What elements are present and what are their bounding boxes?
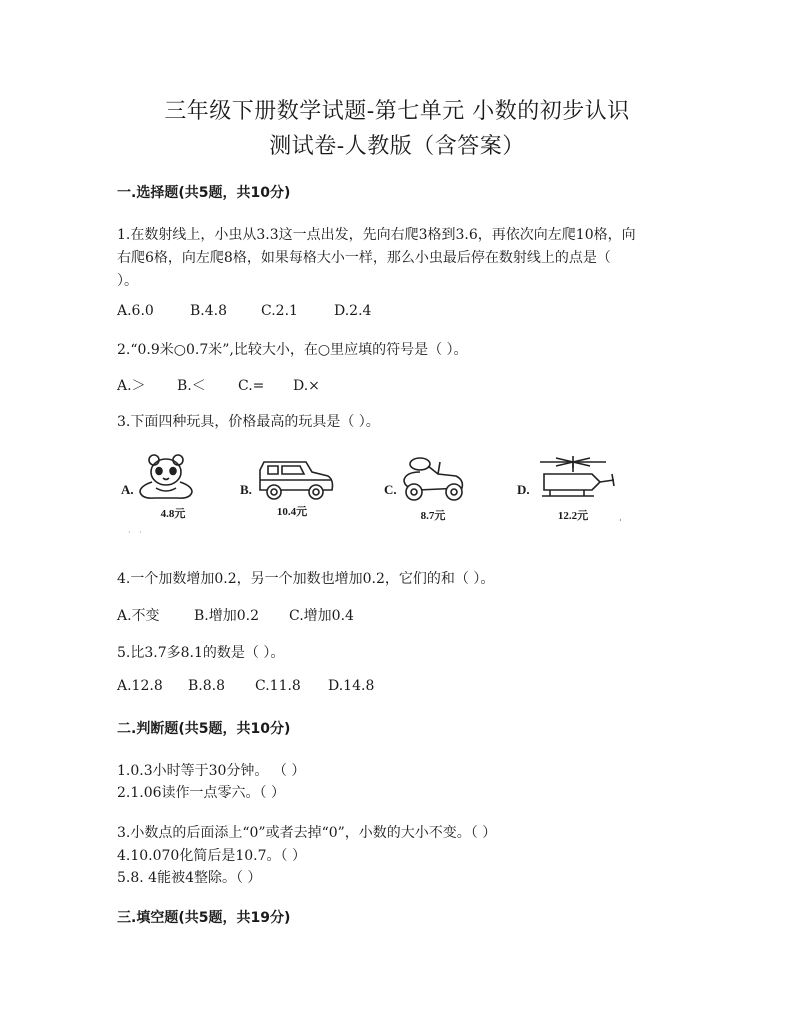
car-toy-icon[interactable] [254,458,336,502]
q1-line1: 1.在数射线上，小虫从3.3这一点出发，先向右爬3格到3.6，再依次向左爬10格，向 [117,227,636,243]
q2-option-d[interactable]: D.× [293,378,320,394]
q4-option-a[interactable]: A.不变 [117,608,160,624]
toy-c-letter: C. [384,482,397,497]
q2-options [117,375,320,395]
q1-option-d[interactable]: D.2.4 [334,303,372,319]
scooter-toy-icon[interactable] [398,454,468,504]
q5-options [117,678,374,694]
scan-specks: · · [128,528,145,537]
toy-a-price: 4.8元 [160,508,186,520]
q4-option-b[interactable]: B.增加0.2 [194,608,260,624]
scan-mark: ˌ [619,513,622,523]
q2-option-c[interactable]: C.= [238,378,265,394]
q5-option-b[interactable]: B.8.8 [188,678,226,694]
q2-option-b[interactable]: B.＜ [177,378,206,394]
q5-option-a[interactable]: A.12.8 [117,678,163,694]
q4-text: 4.一个加数增加0.2，另一个加数也增加0.2，它们的和（ ）。 [117,571,495,587]
judge-item-2: 2.1.06读作一点零六。（ ） [117,785,285,801]
toy-d-price: 12.2元 [557,510,589,522]
toy-a-letter: A. [121,482,134,497]
q5-option-d[interactable]: D.14.8 [328,678,375,694]
q1-line3: ）。 [117,273,138,289]
section-3-heading: 三.填空题(共5题，共19分) [117,910,291,926]
q2-text: 2.“0.9米○0.7米”,比较大小，在○里应填的符号是（ ）。 [117,342,468,358]
q1-options [117,303,371,319]
toy-b-letter: B. [240,482,252,497]
q5-option-c[interactable]: C.11.8 [255,678,301,694]
q4-options [117,605,354,625]
q1-option-a[interactable]: A.6.0 [117,303,154,319]
q1-option-c[interactable]: C.2.1 [261,303,298,319]
q2-option-a[interactable]: A.＞ [117,378,146,394]
q1-option-b[interactable]: B.4.8 [190,303,228,319]
toy-c-price: 8.7元 [420,510,446,522]
section-1-heading: 一.选择题(共5题，共10分) [117,185,291,201]
page-title-line2: 测试卷-人教版（含答案） [269,134,525,159]
section-2-heading: 二.判断题(共5题，共10分) [117,721,291,737]
judge-item-4: 4.10.070化简后是10.7。（ ） [117,848,306,864]
q3-text: 3.下面四种玩具，价格最高的玩具是（ ）。 [117,414,380,430]
q1-line2: 右爬6格，向左爬8格，如果每格大小一样，那么小虫最后停在数射线上的点是（ [117,250,611,266]
q4-option-c[interactable]: C.增加0.4 [289,608,354,624]
toy-d-letter: D. [517,482,530,497]
judge-item-1: 1.0.3小时等于30分钟。 （ ） [117,763,306,779]
panda-toy-icon[interactable] [134,452,198,502]
helicopter-toy-icon[interactable] [536,452,618,502]
judge-item-3: 3.小数点的后面添上“0”或者去掉“0”，小数的大小不变。（ ） [117,825,497,841]
judge-item-5: 5.8. 4能被4整除。（ ） [117,870,262,886]
q5-text: 5.比3.7多8.1的数是（ ）。 [117,645,285,661]
toy-b-price: 10.4元 [276,506,308,518]
page-title-line1: 三年级下册数学试题-第七单元 小数的初步认识 [164,99,630,124]
